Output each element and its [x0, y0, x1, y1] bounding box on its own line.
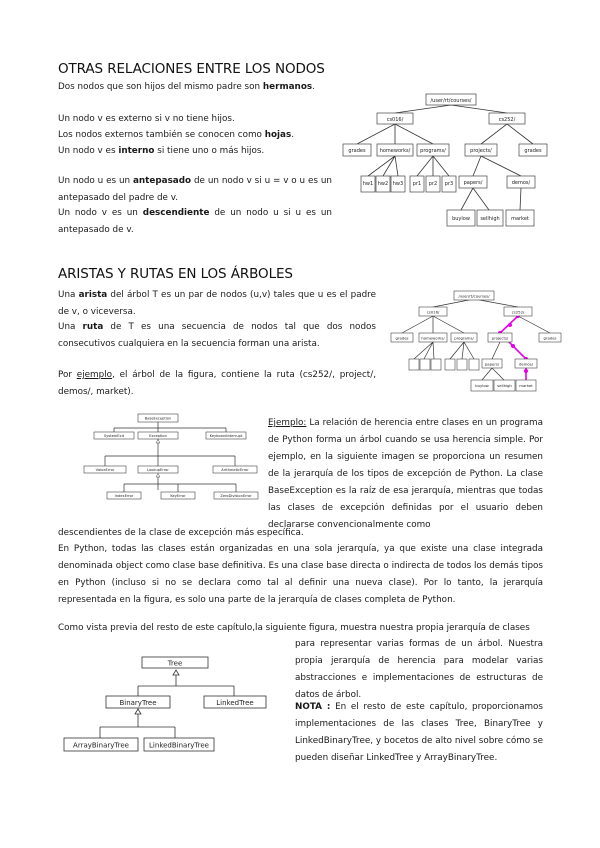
node-label: grades — [348, 148, 366, 154]
vista-previa-rest: para representar varias formas de un árbol. Nuestra propia jerarquía de herencia para modelar varias abstracciones e implementaciones de estructuras de datos de árbol. — [295, 639, 543, 700]
node-label: projects/ — [491, 335, 509, 341]
interno-line — [58, 143, 264, 160]
text: Un nodo v es un — [58, 208, 143, 218]
text: de un nodo v si u = v o u es un antepasado del padre de v. — [58, 176, 332, 203]
class-hierarchy-figure — [60, 652, 280, 756]
bold-term: arista — [78, 290, 108, 300]
bold-term: hojas — [264, 130, 292, 140]
externo-line: Un nodo v es externo si v no tiene hijos. — [58, 114, 235, 124]
node-label: homeworks/ — [421, 335, 445, 341]
text: de un nodo u si u es un antepasado de v. — [58, 208, 333, 235]
exceptions-tree-figure — [80, 412, 262, 506]
text: Un nodo u es un — [58, 176, 133, 186]
node-label: BinaryTree — [119, 699, 157, 707]
section-title-aristas: ARISTAS Y RUTAS EN LOS ÁRBOLES — [58, 266, 293, 282]
text: del árbol T es un par de nodos (u,v) tales que u es el padre de v, o viceversa. — [58, 290, 377, 317]
text: . — [291, 130, 295, 140]
bold-term: interno — [118, 146, 155, 156]
node-label: market — [519, 383, 533, 388]
node-label: demos/ — [518, 361, 534, 367]
bold-term: hermanos — [262, 82, 313, 92]
text: de T es una secuencia de nodos tal que dos nodos consecutivos cualquiera en la secuencia forman una arista. — [58, 322, 376, 349]
node-label: pr3 — [444, 181, 454, 187]
herencia-continuation: descendientes de la clase de excepción más específica. — [58, 528, 304, 538]
node-label: KeyError — [170, 494, 186, 498]
ejemplo-link[interactable]: ejemplo — [76, 370, 113, 380]
node-label: pr2 — [428, 181, 438, 187]
node-label: pr1 — [412, 181, 422, 187]
text: , el árbol de la figura, contiene la ruta (cs252/, project/, demos/, market). — [58, 370, 376, 397]
node-label: KeyboardInterrupt — [209, 434, 243, 438]
node-label: papers/ — [463, 180, 483, 186]
node-label: SystemExit — [103, 434, 125, 438]
text: Un nodo v es — [58, 146, 119, 156]
arista-paragraph — [58, 287, 376, 321]
text: La relación de herencia entre clases en un programa de Python forma un árbol cuando se usa herencia simple. Por ejemplo, en la siguiente imagen se proporciona un resumen de la jerarquía de los tipos de excepción de Python. La clase BaseException es la raíz de esa jerarquía, mientras que todas las clases de excepción definidas por el usuario deben declararse convencionalmente como — [268, 418, 543, 530]
tree-node — [409, 359, 419, 370]
hojas-line — [58, 127, 294, 144]
node-label: buylow — [475, 383, 489, 388]
node-label: ZeroDivisionError — [220, 494, 252, 498]
antepasado-paragraph — [58, 173, 332, 207]
tree-node — [445, 359, 455, 370]
node-label: sellhigh — [480, 216, 500, 222]
node-label: programs/ — [454, 335, 474, 341]
node-label: grades — [524, 148, 542, 154]
text: Una — [58, 322, 83, 332]
node-label: papers/ — [484, 361, 500, 367]
node-label: Exception — [149, 434, 167, 438]
text: Los nodos externos también se conocen como — [58, 130, 265, 140]
tree-node — [420, 359, 430, 370]
text: Por — [58, 370, 77, 380]
nota-paragraph — [295, 699, 543, 767]
node-label: LinkedBinaryTree — [149, 741, 209, 750]
node-label: LinkedTree — [216, 699, 254, 707]
bold-term: descendiente — [142, 208, 210, 218]
vista-previa-lead: Como vista previa del resto de este capítulo,la siguiente figura, muestra nuestra propia jerarquía de clases — [58, 623, 530, 633]
node-label: IndexError — [114, 494, 134, 498]
node-label: cs252/ — [498, 117, 516, 123]
node-label: market — [511, 216, 529, 222]
node-label: hw2 — [377, 181, 389, 187]
nota-label: NOTA : — [295, 702, 331, 712]
node-label: programs/ — [420, 148, 446, 154]
hermanos-paragraph — [58, 79, 315, 96]
tree-node — [469, 359, 479, 370]
python-hierarchy-paragraph: En Python, todas las clases están organizadas en una sola jerarquía, ya que existe una clase integrada denominada object como clase base definitiva. Es una clase base directa o indirecta de todos los demás tipos en Python (incluso si no se declara como tal al definir una nueva clase). Por lo tanto, la jerarquía representada en la figura, es solo una parte de la jerarquía de clases completa de Python. — [58, 544, 543, 605]
directory-tree-figure — [340, 88, 562, 230]
tree-node — [431, 359, 441, 370]
node-label: cs016/ — [386, 117, 404, 123]
node-label: cs016/ — [426, 309, 440, 315]
text: En el resto de este capítulo, proporcionamos implementaciones de las clases Tree, BinaryTree y LinkedBinaryTree, y bocetos de alto nivel sobre cómo se pueden diseñar LinkedTree y ArrayBinaryTree. — [295, 702, 544, 763]
text: si tiene uno o más hijos. — [154, 146, 265, 156]
node-label: buylow — [452, 216, 470, 222]
node-label: hw3 — [392, 181, 404, 187]
text: . — [312, 82, 315, 92]
node-label: BaseException — [144, 416, 172, 421]
node-label: LookupError — [147, 468, 169, 472]
ejemplo-label: Ejemplo: — [268, 418, 307, 428]
path-tree-figure — [390, 287, 562, 395]
node-label: grades — [543, 335, 557, 341]
text: Una — [58, 290, 79, 300]
descendiente-paragraph — [58, 205, 332, 239]
herencia-paragraph — [268, 415, 543, 534]
text: Dos nodos que son hijos del mismo padre son — [58, 82, 263, 92]
node-label: /user/rt/courses/ — [430, 98, 472, 104]
bold-term: antepasado — [132, 176, 192, 186]
node-label: ArrayBinaryTree — [73, 741, 129, 750]
ejemplo-ruta-paragraph — [58, 367, 376, 401]
node-label: homeworks/ — [379, 148, 411, 154]
node-label: projects/ — [470, 148, 492, 154]
node-label: Tree — [167, 659, 183, 668]
section-title-otras-relaciones: OTRAS RELACIONES ENTRE LOS NODOS — [58, 61, 325, 77]
node-label: ArithmeticError — [221, 468, 249, 472]
node-label: demos/ — [511, 180, 531, 186]
node-label: ValueError — [95, 468, 115, 472]
bold-term: ruta — [82, 322, 104, 332]
tree-node — [457, 359, 467, 370]
node-label: /user/rt/courses/ — [458, 293, 490, 299]
node-label: grades — [395, 335, 409, 341]
ruta-paragraph — [58, 319, 376, 353]
node-label: sellhigh — [497, 383, 512, 388]
node-label: hw1 — [362, 181, 374, 187]
node-label: cs252/ — [511, 309, 525, 315]
